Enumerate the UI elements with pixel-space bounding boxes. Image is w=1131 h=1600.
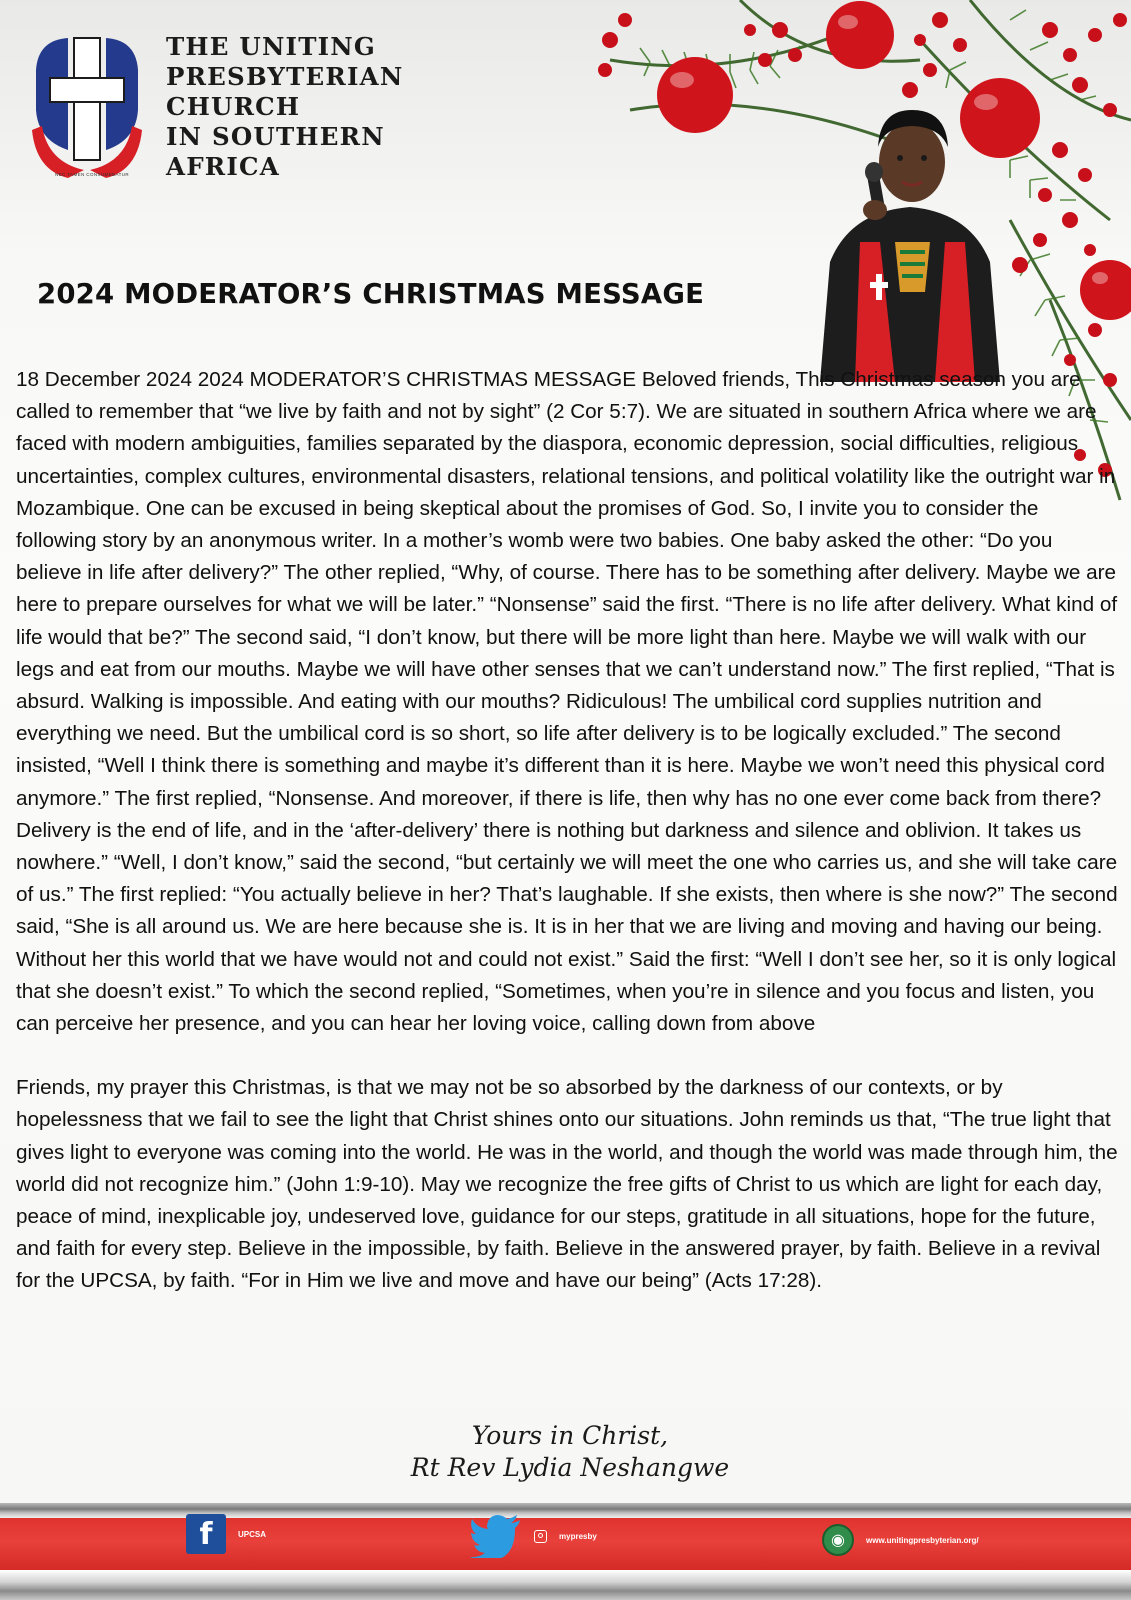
message-paragraph: 18 December 2024 2024 MODERATOR’S CHRISTMAS MESSAGE Beloved friends, This Christmas season you are called to remember that “we live by faith and not by sight” (2 Cor 5:7). We are situated in southern Africa where we are faced with modern ambiguities, families separated by the diaspora, economic depression, social difficulties, religious uncertainties, complex cultures, environmental disasters, relational tensions, and political volatility like the outright war in Mozambique. One can be excused in being skeptical about the promises of God. So, I invite you to consider the following story by an anonymous writer. In a mother’s womb were two babies. One baby asked the other: “Do you believe in life after delivery?” The other replied, “Why, of course. There has to be something after delivery. Maybe we are here to prepare ourselves for what we will be later.” “Nonsense” said the first. “There is no life after delivery. What kind of life would that be?” The second said, “I don’t know, but there will be more light than here. Maybe we will walk with our legs and eat from our mouths. Maybe we will have other senses that we can’t understand now.” The first replied, “That is absurd. Walking is impossible. And eating with our mouths? Ridiculous! The umbilical cord supplies nutrition and everything we need. But the umbilical cord is so short, so life after delivery is to be logically excluded.” The second insisted, “Well I think there is something and maybe it’s different than it is here. Maybe we won’t need this physical cord anymore.” The first replied, “Nonsense. And moreover, if there is life, then why has no one ever come back from there? Delivery is the end of life, and in the ‘after-delivery’ there is nothing but darkness and silence and oblivion. It takes us nowhere.” “Well, I don’t know,” said the second, “but certainly we will meet the one who carries us, and she will take care of us.” The first replied: “You actually believe in her? That’s laughable. If she exists, then where is she now?” The second said, “She is all around us. We are here because she is. It is in her that we are living and moving and having our being. Without her this world that we have would not and could not exist.” Said the first: “Well I don’t see her, so it is only logical that she doesn’t exist.” To which the second replied, “Sometimes, when you’re in silence and you focus and listen, you can perceive her presence, and you can hear her loving voice, calling down from above [16, 368, 1118, 1036]
organization-name [166, 32, 403, 182]
footer-bottom-strip [0, 1570, 1131, 1600]
message-title: 2024 MODERATOR’S CHRISTMAS MESSAGE [37, 278, 705, 310]
facebook-icon: f [186, 1514, 226, 1554]
signature-closing: Yours in Christ, [471, 1421, 669, 1450]
twitter-icon [470, 1514, 522, 1558]
website-link[interactable] [822, 1524, 979, 1556]
twitter-handle: mypresby [559, 1531, 597, 1541]
facebook-handle: UPCSA [238, 1529, 267, 1539]
org-name-line: THE UNITING [166, 32, 377, 61]
org-name-line: PRESBYTERIAN [166, 62, 404, 91]
org-name-line: IN SOUTHERN [166, 122, 385, 151]
upcsa-logo [28, 30, 146, 180]
org-name-line: AFRICA [166, 152, 280, 181]
facebook-link[interactable] [186, 1514, 266, 1554]
signature [340, 1420, 800, 1484]
globe-icon: ◉ [822, 1524, 854, 1556]
org-name-line: CHURCH [166, 92, 301, 121]
website-url: www.unitingpresbyterian.org/ [866, 1535, 979, 1545]
twitter-link[interactable] [470, 1514, 597, 1558]
logo-motto: NEC TAMEN CONSUMEBATUR [54, 172, 130, 177]
instagram-icon [534, 1530, 547, 1543]
message-paragraph: Friends, my prayer this Christmas, is that we may not be so absorbed by the darkness of our contexts, or by hopelessness that we fail to see the light that Christ shines onto our situations. John reminds us that, “The true light that gives light to everyone was coming into the world. He was in the world, and though the world was made through him, the world did not recognize him.” (John 1:9-10). May we recognize the free gifts of Christ to us which are light for each day, peace of mind, inexplicable joy, undeserved love, guidance for our steps, gratitude in all situations, hope for the future, and faith for every step. Believe in the impossible, by faith. Believe in the answered prayer, by faith. Believe in a revival for the UPCSA, by faith. “For in Him we live and move and have our being” (Acts 17:28). [16, 1076, 1118, 1293]
signature-name: Rt Rev Lydia Neshangwe [410, 1453, 730, 1482]
moderator-portrait [800, 92, 1020, 382]
message-body [16, 364, 1118, 1298]
